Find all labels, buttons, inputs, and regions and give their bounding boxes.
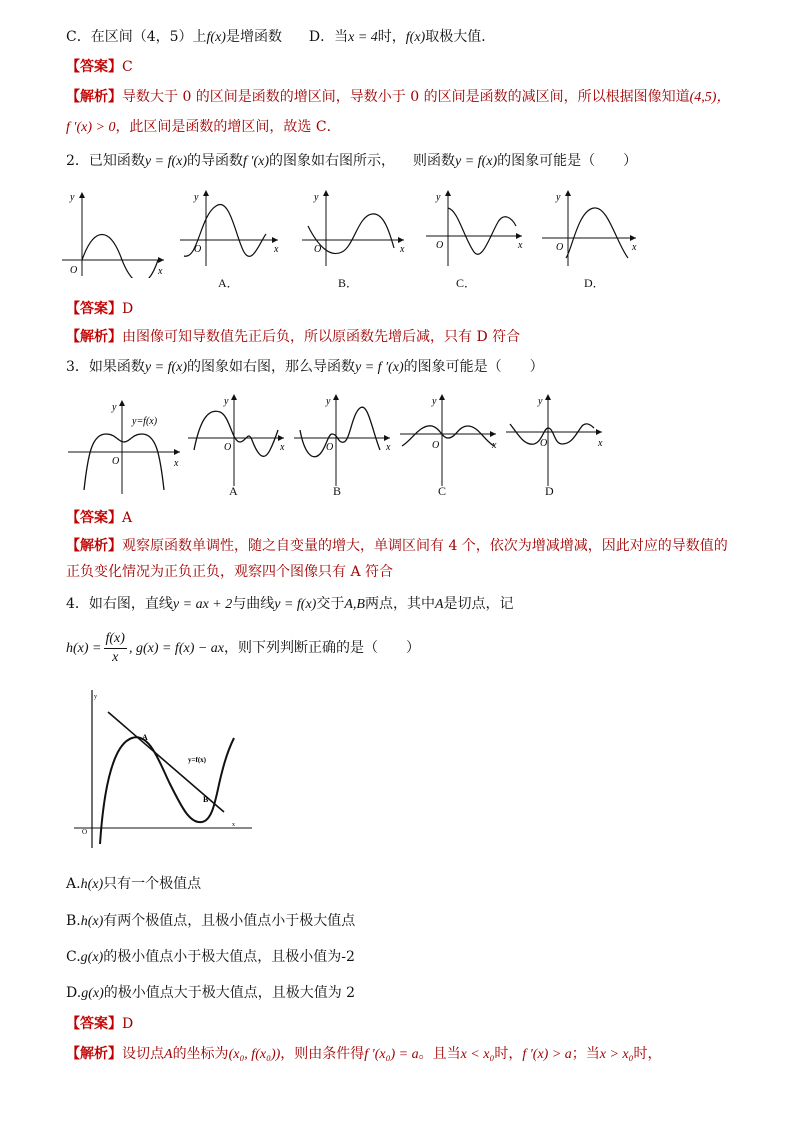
q4-analysis-1: 设切点 bbox=[122, 1046, 164, 1062]
q3-analysis-2: 正负变化情况为正负正负，观察四个图像只有 A 符合 bbox=[66, 564, 394, 580]
q1-analysis-expr-1: (4,5)， bbox=[689, 90, 731, 105]
q4-option-c-expr: g(x) bbox=[80, 950, 104, 965]
q1-option-c-label: C．在区间（4，5）上 bbox=[66, 29, 207, 45]
q2-caption-a: A． bbox=[218, 276, 239, 290]
q4-h-lhs: h(x) = bbox=[66, 641, 102, 656]
q1-option-d-mid: 时， bbox=[377, 29, 406, 45]
q3-b-axis-x: x bbox=[386, 442, 391, 453]
q4-stem-expr-4: A bbox=[434, 597, 444, 612]
q3-stem-expr-2: y = f ′(x) bbox=[355, 360, 404, 375]
q1-option-d-rest: 取极大值． bbox=[425, 29, 496, 45]
q4-analysis-expr-2: (x₀, f(x₀)) bbox=[228, 1047, 281, 1062]
q4-option-c-prefix: C. bbox=[66, 949, 81, 965]
q3-d-axis-y: y bbox=[538, 396, 543, 407]
q3-stem-expr-1: y = f(x) bbox=[144, 360, 188, 375]
q2-d-axis-y: y bbox=[556, 192, 561, 203]
q2-c-origin: O bbox=[436, 240, 444, 251]
q1-analysis-line-2 bbox=[66, 117, 341, 138]
q3-b-origin: O bbox=[326, 442, 334, 453]
q4-stem-line-1 bbox=[66, 594, 514, 615]
q4-analysis-5: 时， bbox=[494, 1046, 523, 1062]
q1-analysis-text-1: 导数大于 0 的区间是函数的增区间，导数小于 0 的区间是函数的减区间，所以根据图像知道 bbox=[122, 89, 690, 105]
q1-analysis-line-1 bbox=[66, 87, 730, 108]
q2-caption-c: C． bbox=[456, 276, 477, 290]
q2-stem-expr-3: y = f(x) bbox=[455, 154, 498, 169]
q2-a-origin: O bbox=[194, 244, 202, 255]
q1-option-d-label: D．当 bbox=[308, 29, 349, 45]
q2-caption-b: B． bbox=[338, 276, 359, 290]
q3-a-axis-x: x bbox=[280, 442, 285, 453]
q2-d-origin: O bbox=[556, 242, 564, 253]
q4-point-b-label: B bbox=[203, 795, 209, 804]
q2-stem-1: 2．已知函数 bbox=[66, 153, 145, 169]
q2-stem-5: 的图象可能是（ ） bbox=[497, 153, 638, 169]
q4-option-a bbox=[66, 874, 201, 895]
q3-c-axis-x: x bbox=[492, 440, 497, 451]
q2-option-a-graph bbox=[178, 186, 286, 270]
q3-stem-1: 3．如果函数 bbox=[66, 359, 145, 375]
q4-analysis-6: ；当 bbox=[571, 1046, 600, 1062]
q4-answer-line bbox=[66, 1014, 133, 1034]
q2-caption-d: D． bbox=[584, 276, 605, 290]
q3-curve-label: y=f(x) bbox=[132, 416, 158, 427]
q2-answer: D bbox=[122, 301, 134, 317]
q2-b-axis-x: x bbox=[400, 244, 405, 255]
q4-analysis-tag: 【解析】 bbox=[66, 1046, 122, 1062]
q4-stem-4: 两点，其中 bbox=[364, 596, 435, 612]
q2-answer-line bbox=[66, 299, 133, 319]
q1-answer: C bbox=[122, 59, 133, 75]
q3-original-function-graph bbox=[66, 394, 186, 496]
q3-stem bbox=[66, 357, 544, 378]
q4-analysis-2: 的坐标为 bbox=[172, 1046, 229, 1062]
q2-b-origin: O bbox=[314, 244, 322, 255]
q2-derivative-graph bbox=[60, 186, 172, 278]
q4-analysis-expr-5: f ′(x) > a bbox=[522, 1047, 572, 1062]
q2-axis-y-label: y bbox=[70, 192, 75, 203]
q4-option-d-text: 的极小值点大于极大值点，且极大值为 2 bbox=[103, 985, 356, 1001]
q3-caption-c: C bbox=[438, 484, 447, 498]
q1-options-line bbox=[66, 27, 495, 48]
q2-d-axis-x: x bbox=[632, 242, 637, 253]
q4-stem-1: 4．如右图，直线 bbox=[66, 596, 173, 612]
q4-answer: D bbox=[122, 1016, 134, 1032]
q3-c-origin: O bbox=[432, 440, 440, 451]
q4-analysis-7: 时， bbox=[633, 1046, 662, 1062]
q4-h-fraction bbox=[104, 630, 127, 667]
q2-stem-4: 则函数 bbox=[413, 153, 456, 169]
q3-answer-tag: 【答案】 bbox=[66, 510, 122, 526]
q3-analysis-tag: 【解析】 bbox=[66, 538, 122, 554]
q4-tangent-figure bbox=[70, 684, 260, 854]
q4-analysis-line bbox=[66, 1044, 662, 1065]
q4-answer-tag: 【答案】 bbox=[66, 1016, 122, 1032]
q2-stem-expr-1: y = f(x) bbox=[144, 154, 188, 169]
q4-option-c bbox=[66, 947, 355, 968]
q4-option-a-prefix: A. bbox=[66, 876, 81, 892]
q4-stem-expr-2: y = f(x) bbox=[274, 597, 317, 612]
q2-analysis: 由图像可知导数值先正后负，所以原函数先增后减，只有 D 符合 bbox=[122, 329, 521, 345]
q3-analysis-line-2 bbox=[66, 562, 393, 582]
q4-stem-expr-1: y = ax + 2 bbox=[172, 597, 233, 612]
q2-option-b-graph bbox=[300, 186, 412, 270]
q3-stem-3: 的图象可能是（ ） bbox=[403, 359, 544, 375]
q2-option-c-graph bbox=[424, 186, 530, 270]
q4-option-a-expr: h(x) bbox=[80, 877, 104, 892]
q1-analysis-text-2: ，此区间是函数的增区间，故选 C． bbox=[115, 119, 341, 135]
q2-axis-x-label: x bbox=[158, 266, 163, 277]
q3-d-origin: O bbox=[540, 438, 548, 449]
q4-analysis-expr-4: x < x₀ bbox=[460, 1047, 495, 1062]
q2-origin-label: O bbox=[70, 265, 78, 276]
q3-b-axis-y: y bbox=[326, 396, 331, 407]
q4-h-denominator: x bbox=[112, 649, 119, 665]
q1-analysis-expr-2: f ′(x) > 0 bbox=[66, 120, 116, 135]
q3-c-axis-y: y bbox=[432, 396, 437, 407]
q2-c-axis-y: y bbox=[436, 192, 441, 203]
q2-analysis-tag: 【解析】 bbox=[66, 329, 122, 345]
q4-option-d-expr: g(x) bbox=[81, 986, 104, 1001]
q3-answer: A bbox=[122, 510, 133, 526]
q4-option-b-prefix: B. bbox=[66, 913, 81, 929]
q3-a-origin: O bbox=[224, 442, 232, 453]
q2-stem-3: 的图象如右图所示， bbox=[269, 153, 396, 169]
q4-stem-expr-3: A,B bbox=[344, 597, 365, 612]
q2-a-axis-y: y bbox=[194, 192, 199, 203]
q4-option-d-prefix: D. bbox=[66, 985, 82, 1001]
q4-g-definition: , g(x) = f(x) − ax bbox=[128, 641, 225, 656]
q1-answer-line bbox=[66, 57, 133, 77]
q4-stem-3: 交于 bbox=[316, 596, 345, 612]
q4-stem-2: 与曲线 bbox=[232, 596, 275, 612]
q4-option-c-text: 的极小值点小于极大值点，且极小值为-2 bbox=[103, 949, 355, 965]
q2-analysis-line bbox=[66, 327, 520, 347]
q3-caption-b: B bbox=[333, 484, 342, 498]
q3-axis-y: y bbox=[112, 402, 117, 413]
q4-fig-axis-y: y bbox=[94, 694, 97, 700]
q4-option-a-text: 只有一个极值点 bbox=[103, 876, 202, 892]
q2-stem-2: 的导函数 bbox=[187, 153, 244, 169]
q4-option-d bbox=[66, 983, 355, 1004]
q3-analysis-1: 观察原函数单调性，随之自变量的增大，单调区间有 4 个，依次为增减增减，因此对应的导数值的 bbox=[122, 538, 728, 554]
q3-stem-2: 的图象如右图，那么导函数 bbox=[187, 359, 356, 375]
q2-option-d-graph bbox=[540, 186, 644, 270]
q2-stem bbox=[66, 151, 637, 172]
q4-curve-label: y=f(x) bbox=[188, 756, 206, 764]
q3-caption-a: A bbox=[229, 484, 238, 498]
q2-answer-tag: 【答案】 bbox=[66, 301, 122, 317]
q4-analysis-3: ，则由条件得 bbox=[280, 1046, 365, 1062]
q4-stem-6: ，则下列判断正确的是（ ） bbox=[224, 640, 421, 656]
q3-analysis-line-1 bbox=[66, 536, 728, 556]
q2-c-axis-x: x bbox=[518, 240, 523, 251]
q1-option-d-expr: x = 4 bbox=[348, 30, 378, 45]
q3-axis-x: x bbox=[174, 458, 179, 469]
q3-origin: O bbox=[112, 456, 120, 467]
q2-a-axis-x: x bbox=[274, 244, 279, 255]
q4-stem-line-2 bbox=[66, 628, 420, 668]
q4-fig-axis-x: x bbox=[232, 822, 235, 828]
q1-option-c-fx: f(x) bbox=[206, 30, 226, 45]
q4-option-b-text: 有两个极值点，且极小值点小于极大值点 bbox=[103, 913, 356, 929]
q1-analysis-tag: 【解析】 bbox=[66, 89, 122, 105]
q1-option-d-fx: f(x) bbox=[405, 30, 426, 45]
q3-option-a-graph bbox=[186, 390, 290, 490]
q2-stem-expr-2: f ′(x) bbox=[243, 154, 270, 169]
q4-analysis-expr-1: A bbox=[164, 1047, 173, 1062]
q1-option-c-rest: 是增函数 bbox=[225, 29, 282, 45]
q3-caption-d: D bbox=[545, 484, 554, 498]
q3-option-b-graph bbox=[292, 390, 396, 490]
q4-analysis-expr-6: x > x₀ bbox=[599, 1047, 634, 1062]
q1-answer-tag: 【答案】 bbox=[66, 59, 122, 75]
q3-d-axis-x: x bbox=[598, 438, 603, 449]
q4-point-a-label: A bbox=[142, 733, 148, 742]
q4-stem-5: 是切点，记 bbox=[443, 596, 514, 612]
q3-answer-line bbox=[66, 508, 132, 528]
q3-option-c-graph bbox=[398, 390, 502, 490]
q4-option-b-expr: h(x) bbox=[80, 914, 104, 929]
q2-b-axis-y: y bbox=[314, 192, 319, 203]
q4-analysis-expr-3: f ′(x₀) = a bbox=[364, 1047, 419, 1062]
q4-h-numerator: f(x) bbox=[104, 630, 127, 649]
q3-option-d-graph bbox=[504, 390, 608, 490]
q4-option-b bbox=[66, 911, 355, 932]
q4-analysis-4: 。且当 bbox=[418, 1046, 461, 1062]
q3-a-axis-y: y bbox=[224, 396, 229, 407]
q4-fig-origin: O bbox=[82, 828, 88, 836]
